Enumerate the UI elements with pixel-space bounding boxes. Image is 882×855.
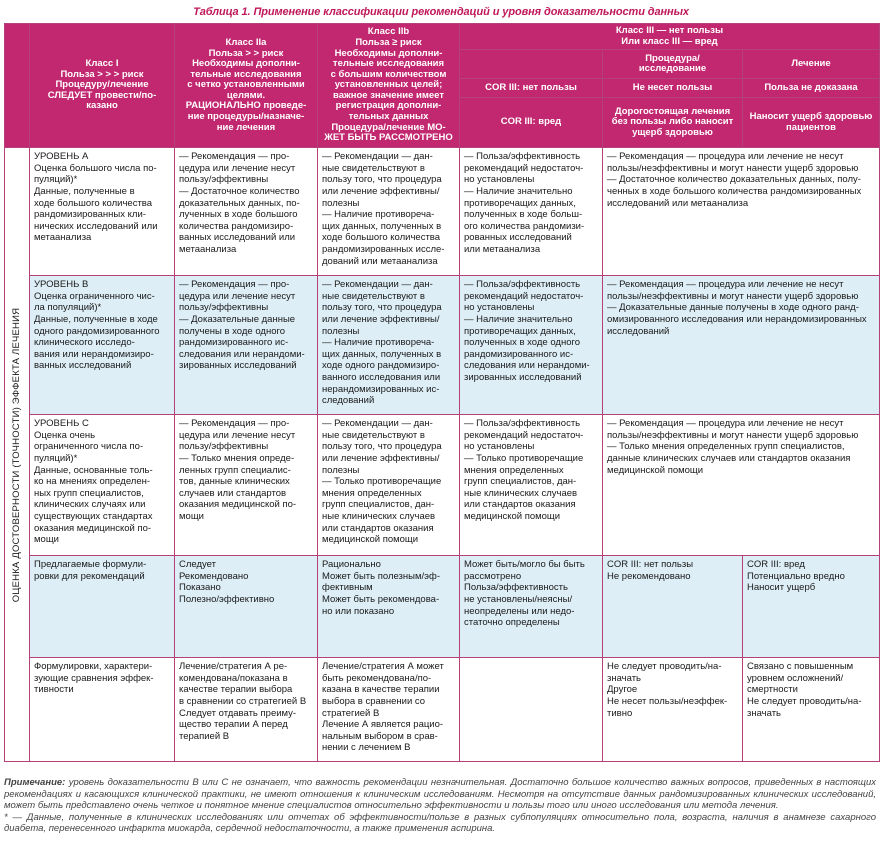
side-label: ОЦЕНКА ДОСТОВЕРНОСТИ (ТОЧНОСТИ) ЭФФЕКТА ЛЕЧЕНИЯ	[11, 307, 23, 602]
header-harm-treatment: Наносит ущерб здоровью пациентов	[743, 98, 880, 148]
comparison-class2b	[460, 658, 603, 762]
wording-class2b: Может быть/могло бы быть рассмотрено Польза/эффективность не установлены/неясны/ неопределены или недо- статочно определены	[460, 556, 603, 658]
header-no-benefit-treatment: Польза не доказана	[743, 79, 880, 98]
wording-class2a: Рационально Может быть полезным/эф- фективным Может быть рекомендова- но или показано	[318, 556, 460, 658]
note-text: уровень доказательности В или С не означает, что важность рекомендации незначительная. Достаточно большое количество важных вопросов, приведенных в настоящих рекомендациях и касающихся клинической практики, не имеют отношения к клиническим исследованиям. Несмотря на отсутствие данных рандомизированных клинических исследований, может быть представлено очень четкое и понятное мнение специалистов относительно эффективности и пользы того или иного исследования или метода лечения.	[4, 777, 876, 812]
wording-class1: Следует Рекомендовано Показано Полезно/эффективно	[175, 556, 318, 658]
side-label-cell	[5, 148, 30, 762]
level-a-class2b: — Польза/эффективность рекомендаций недостаточ- но установлены — Наличие значительно противоречащих данных, полученных в ходе больш- ого количества рандомизи- рованных исследований или метаанализа	[460, 148, 603, 276]
level-a-class1: — Рекомендация — про- цедура или лечение несут пользу/эффективны — Достаточное количество доказательных данных, по- лученных в ходе большого количества рандомизиро- ванных исследований или метаанализа	[175, 148, 318, 276]
header-cor-harm: COR III: вред	[460, 98, 603, 148]
header-class1: Класс I Польза > > > риск Процедуру/лечение СЛЕДУЕТ провести/по- казано	[30, 24, 175, 148]
level-b-class2a: — Рекомендации — дан- ные свидетельствуют в пользу того, что процедура или лечение эффективны/ полезны — Наличие противореча- щих данных, полученных в ходе одного рандомизиро- ванного исследования или нерандомизированных ис- следований	[318, 276, 460, 415]
header-treatment: Лечение	[743, 50, 880, 79]
footnote: * — Данные, полученные в клинических исследованиях или отчетах об эффективности/пользе в разных субпопуляциях относительно пола, возраста, наличия в анамнезе сахарного диабета, перенесенного инфаркта миокарда, сердечной недостаточности, а также применения аспирина.	[4, 811, 876, 835]
level-b-class1: — Рекомендация — про- цедура или лечение несут пользу/эффективны — Доказательные данные получены в ходе одного рандомизированного ис- следования или нерандоми- зированных исследований	[175, 276, 318, 415]
level-c-label: УРОВЕНЬ С Оценка очень ограниченного числа по- пуляций)* Данные, основанные толь- ко на мнениях определен- ных групп специалистов, клинических случаях или существующих стандартах оказания медицинской по- мощи	[30, 415, 175, 556]
recommendation-table-wrapper	[4, 23, 879, 762]
comparison-class3-procedure: Не следует проводить/на- значать Другое Не несет пользы/неэффек- тивно	[603, 658, 743, 762]
level-c-class1: — Рекомендация — про- цедура или лечение несут пользу/эффективны — Только мнения опреде- ленных групп специалис- тов, данные клинических случаев или стандартов оказания медицинской по- мощи	[175, 415, 318, 556]
level-c-class2a: — Рекомендации — дан- ные свидетельствуют в пользу того, что процедура или лечение эффективны/ полезны — Только противоречащие мнения определенных групп специалистов, дан- ные клинических случаев или стандартов оказания медицинской помощи	[318, 415, 460, 556]
level-a-label: УРОВЕНЬ А Оценка большого числа по- пуляций)* Данные, полученные в ходе большого количества рандомизированных кли- нических исследований или метаанализа	[30, 148, 175, 276]
header-cor-no-benefit: COR III: нет пользы	[460, 79, 603, 98]
comparison-class3-treatment: Связано с повышенным уровнем осложнений/ смертности Не следует проводить/на- значать	[743, 658, 880, 762]
comparison-class2a: Лечение/стратегия А может быть рекомендована/по- казана в качестве терапии выбора в сравнении со стратегией В Лечение А является рацио- нальным выбором в срав- нении с лечением В	[318, 658, 460, 762]
wording-class3-procedure: COR III: нет пользы Не рекомендовано	[603, 556, 743, 658]
level-a-class2a: — Рекомендации — дан- ные свидетельствуют в пользу того, что процедура или лечение эффективны/ полезны — Наличие противореча- щих данных, полученных в ходе большого количества рандомизированных иссле- дований или метаанализа	[318, 148, 460, 276]
header-class2a: Класс IIa Польза > > риск Необходимы дополни- тельные исследования с четко установленными целями. РАЦИОНАЛЬНО проведе- ние процедуры/назначе- ние лечения	[175, 24, 318, 148]
table-notes	[4, 777, 876, 835]
header-harm-procedure: Дорогостоящая лечения без пользы либо наносит ущерб здоровью	[603, 98, 743, 148]
level-b-label: УРОВЕНЬ В Оценка ограниченного чис- ла популяций)* Данные, полученные в ходе одного рандомизированного клинического исследо- вания или нерандомизиро- ванных исследований	[30, 276, 175, 415]
level-c-class2b: — Польза/эффективность рекомендаций недостаточ- но установлены — Только противоречащие мнения определенных групп специалистов, дан- ные клинических случаев или стандартов оказания медицинской помощи	[460, 415, 603, 556]
level-a-class3: — Рекомендация — процедура или лечение не несут пользы/неэффективны и могут нанести ущерб здоровью — Достаточное количество доказательных данных, полу- ченных в ходе большого количества рандомизированных исследований или метаанализа	[603, 148, 880, 276]
level-b-class2b: — Польза/эффективность рекомендаций недостаточ- но установлены — Наличие значительно противоречащих данных, полученных в ходе одного рандомизированного ис- следования или нерандоми- зированных исследований	[460, 276, 603, 415]
level-c-class3: — Рекомендация — процедура или лечение не несут пользы/неэффективны и могут нанести ущерб здоровью — Только мнения определенных групп специалистов, данные клинических случаев или стандартов оказания медицинской помощи	[603, 415, 880, 556]
comparison-label: Формулировки, характери- зующие сравнения эффек- тивности	[30, 658, 175, 762]
note-paragraph	[4, 777, 876, 812]
header-class3-blank	[460, 50, 603, 79]
header-corner	[5, 24, 30, 148]
header-class2b: Класс IIb Польза ≥ риск Необходимы дополни- тельные исследования с большим количеством установленных целей; важное значение имеет регистрация дополни- тельных данных Процедура/лечение МО- ЖЕТ БЫТЬ РАССМОТРЕНО	[318, 24, 460, 148]
level-b-class3: — Рекомендация — процедура или лечение не несут пользы/неэффективны и могут нанести ущерб здоровью — Доказательные данные получены в ходе одного ранд- омизированного исследования или нерандомизированных исследований	[603, 276, 880, 415]
comparison-class1: Лечение/стратегия А ре- комендована/показана в качестве терапии выбора в сравнении со стратегией В Следует отдавать преиму- щество терапии А перед терапией В	[175, 658, 318, 762]
table-caption: Таблица 1. Применение классификации рекомендаций и уровня доказательности данных	[193, 6, 689, 18]
wording-label: Предлагаемые формули- ровки для рекомендаций	[30, 556, 175, 658]
note-label: Примечание:	[4, 777, 66, 788]
recommendation-table	[4, 23, 880, 762]
header-class3: Класс III — нет пользы Или класс III — вред	[460, 24, 880, 50]
header-no-benefit-procedure: Не несет пользы	[603, 79, 743, 98]
wording-class3-treatment: COR III: вред Потенциально вредно Наносит ущерб	[743, 556, 880, 658]
header-procedure: Процедура/ исследование	[603, 50, 743, 79]
